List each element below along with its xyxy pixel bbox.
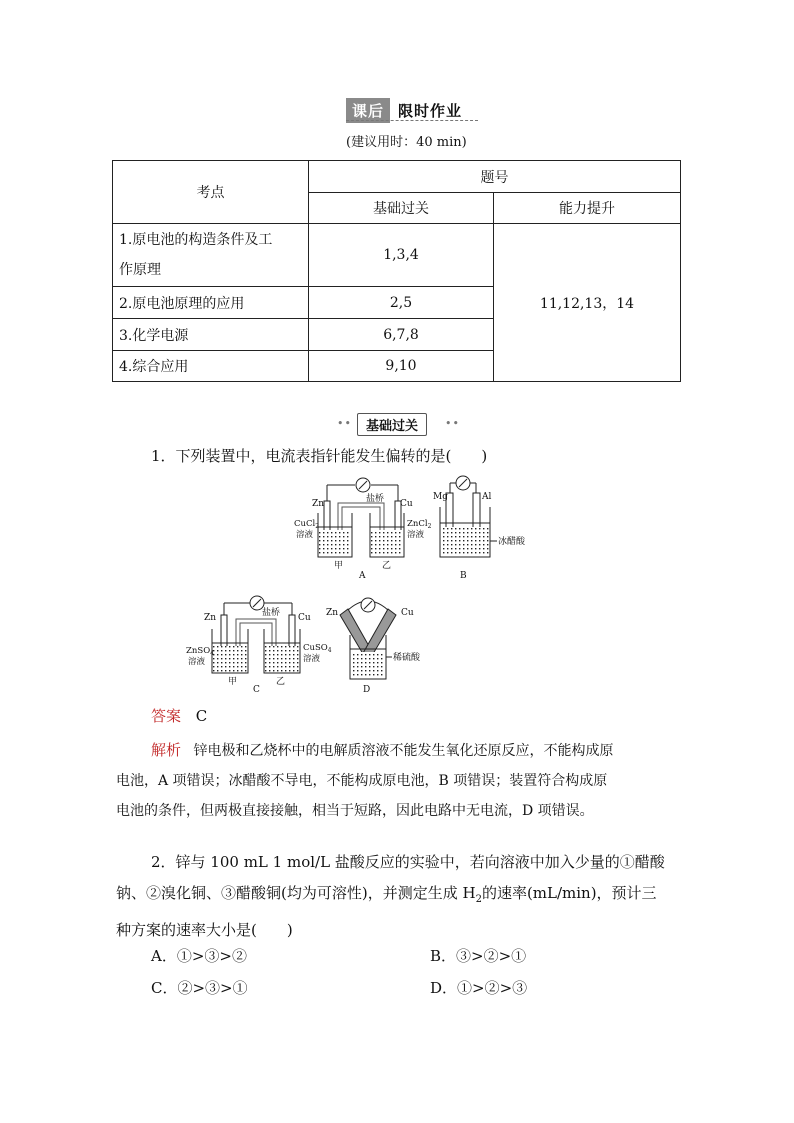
label-b-left-electrode: Mg (433, 492, 448, 502)
table-cell-advanced: 11,12,13，14 (494, 224, 681, 382)
table-cell-topic: 2.原电池原理的应用 (113, 287, 309, 319)
topic-line: 作原理 (119, 262, 161, 278)
table-cell-basic: 9,10 (309, 351, 494, 382)
label-d-left-electrode: Zn (326, 608, 339, 618)
option-text: ①>③>② (176, 947, 247, 965)
table-cell-topic (113, 224, 309, 287)
section-tag (337, 413, 461, 435)
label-c-left-solution (186, 646, 214, 657)
label-c-right-solution-2: 溶液 (303, 654, 321, 664)
label-c-right-solution-sub: 4 (327, 647, 332, 654)
question-2-line: 种方案的速率大小是( ) (116, 921, 293, 939)
topic-line: 1.原电池的构造条件及工 (119, 232, 273, 248)
label-a-right-solution-2: 溶液 (407, 530, 425, 540)
option-key: D． (430, 979, 458, 997)
topic-table (112, 160, 681, 382)
question-2-line (116, 878, 686, 915)
label-c-right-beaker: 乙 (276, 677, 286, 687)
header-badge: 课后 (346, 98, 390, 123)
question-2-line2-a: 钠、②溴化铜、③醋酸铜(均为可溶性)，并测定生成 H (116, 884, 476, 902)
answer-label: 答案 (151, 707, 182, 725)
label-a-left-beaker: 甲 (334, 561, 344, 571)
label-a-left-solution-1: CuCl (294, 519, 316, 529)
table-cell-topic: 4.综合应用 (113, 351, 309, 382)
label-a-right-solution-sub: 2 (427, 523, 432, 530)
option-key: A． (151, 947, 177, 965)
header-title: 限时作业 (398, 102, 463, 120)
explanation-line: 电池，A 项错误；冰醋酸不导电，不能构成原电池，B 项错误；装置符合构成原 (116, 773, 608, 789)
label-a: A (359, 571, 366, 581)
option-a[interactable] (151, 945, 247, 966)
section-header (346, 98, 478, 122)
option-key: C． (151, 979, 178, 997)
table-header-basic: 基础过关 (309, 193, 494, 224)
label-b-solution: 冰醋酸 (498, 537, 526, 547)
label-c-left-beaker: 甲 (228, 677, 238, 687)
label-a-left-solution (294, 519, 319, 530)
answer-line (151, 705, 207, 726)
figure-cd (180, 593, 440, 693)
answer-value: C (195, 707, 208, 725)
apparatus-a-solution (319, 530, 403, 556)
apparatus-c-solution-right (265, 646, 299, 672)
label-c-left-electrode: Zn (204, 613, 217, 623)
apparatus-d-solution (351, 652, 385, 678)
option-b[interactable] (430, 945, 526, 966)
question-2-line2-b: 的速率(mL/min)，预计三 (481, 884, 657, 902)
label-c-right-electrode: Cu (298, 613, 311, 623)
explanation-line: 锌电极和乙烧杯中的电解质溶液不能发生氧化还原反应，不能构成原 (193, 743, 614, 759)
option-d[interactable] (430, 977, 527, 998)
figure-ab (290, 475, 550, 585)
table-header-advanced: 能力提升 (494, 193, 681, 224)
section-tag-label: 基础过关 (357, 413, 427, 436)
label-c-right-solution (303, 643, 332, 654)
table-cell-basic: 1,3,4 (309, 224, 494, 287)
table-header-topic: 考点 (113, 161, 309, 224)
label-d: D (363, 685, 371, 693)
section-tag-dots-right: •• (445, 417, 460, 430)
label-a-right-beaker: 乙 (382, 561, 392, 571)
explanation-label: 解析 (151, 741, 182, 759)
label-b: B (460, 571, 467, 581)
table-header-question-no: 题号 (309, 161, 681, 193)
table-cell-basic: 6,7,8 (309, 319, 494, 351)
label-a-right-solution (407, 519, 432, 530)
label-d-solution: 稀硫酸 (393, 653, 421, 663)
table-cell-basic: 2,5 (309, 287, 494, 319)
label-a-left-electrode: Zn (312, 499, 325, 509)
question-1-text: 1．下列装置中，电流表指针能发生偏转的是( ) (151, 447, 488, 465)
label-c-right-solution-1: CuSO (303, 643, 328, 653)
apparatus-b-solution (441, 527, 489, 556)
header-underline (346, 120, 478, 121)
option-text: ②>③>① (177, 979, 248, 997)
question-2 (116, 847, 686, 946)
label-d-right-electrode: Cu (401, 608, 414, 618)
option-c[interactable] (151, 977, 248, 998)
question-2-line: 2．锌与 100 mL 1 mol/L 盐酸反应的实验中，若向溶液中加入少量的①醋酸 (151, 853, 665, 871)
table-cell-topic: 3.化学电源 (113, 319, 309, 351)
label-a-bridge: 盐桥 (366, 494, 385, 504)
label-c-left-solution-2: 溶液 (188, 657, 206, 667)
option-key: B． (430, 947, 457, 965)
label-c: C (253, 685, 260, 693)
option-text: ①>②>③ (457, 979, 528, 997)
section-tag-dots-left: •• (337, 417, 352, 430)
label-a-left-solution-sub: 2 (315, 523, 320, 530)
label-c-left-solution-1: ZnSO (186, 646, 211, 656)
label-b-right-electrode: Al (482, 492, 492, 502)
label-a-left-solution-2: 溶液 (296, 530, 314, 540)
label-c-bridge: 盐桥 (262, 608, 281, 618)
label-a-right-solution-1: ZnCl (407, 519, 428, 529)
explanation-line: 电池的条件，但两极直接接触，相当于短路，因此电路中无电流，D 项错误。 (116, 803, 594, 819)
label-a-right-electrode: Cu (400, 499, 413, 509)
option-text: ③>②>① (456, 947, 527, 965)
apparatus-c-solution-left (213, 646, 247, 672)
question-2-line2-sub: 2 (475, 894, 482, 905)
explanation (116, 735, 686, 826)
label-c-left-solution-sub: 4 (210, 650, 214, 657)
suggested-time: (建议用时：40 min) (346, 135, 467, 150)
